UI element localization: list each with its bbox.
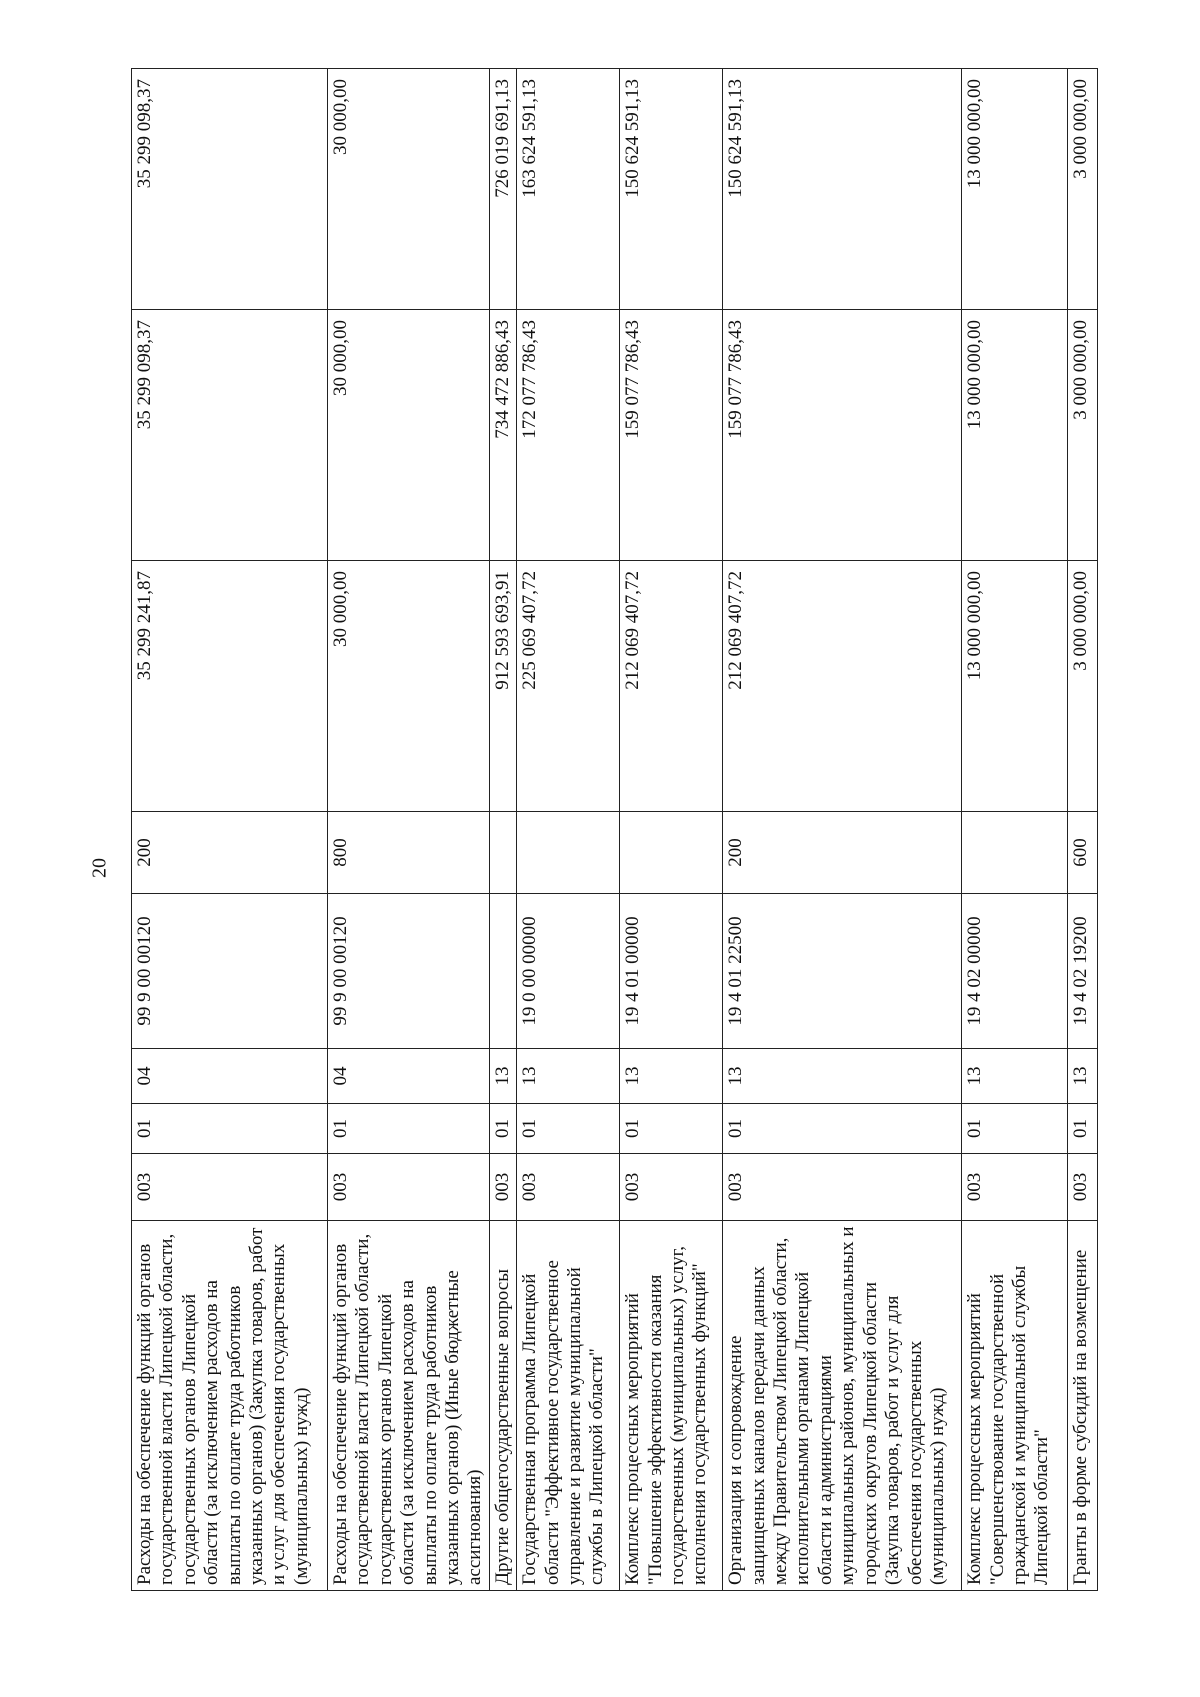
subsection-code: 04 <box>328 1049 490 1104</box>
target-article-code: 19 4 02 19200 <box>1068 894 1098 1049</box>
amount-1: 30 000,00 <box>328 561 490 812</box>
row-name: Организация и сопровождение защищенных каналов передачи данных между Правительством Липецкой области, исполнительными органами Липецкой области и администрациями муниципальных районов, муниципальных и городских округов Липецкой области (Закупка товаров, работ и услуг для обеспечения государственных (муниципальных) нужд) <box>723 1221 962 1591</box>
expense-type-code <box>489 812 516 894</box>
grbs-code: 003 <box>489 1154 516 1221</box>
grbs-code: 003 <box>132 1154 328 1221</box>
grbs-code: 003 <box>1068 1154 1098 1221</box>
amount-1: 212 069 407,72 <box>723 561 962 812</box>
target-article-code: 19 4 01 22500 <box>723 894 962 1049</box>
section-code: 01 <box>132 1104 328 1154</box>
row-name: Комплекс процессных мероприятий "Совершенствование государственной гражданской и муниципальной службы Липецкой области" <box>962 1221 1068 1591</box>
budget-table <box>131 68 1098 1591</box>
section-code: 01 <box>962 1104 1068 1154</box>
subsection-code: 13 <box>517 1049 620 1104</box>
amount-3: 30 000,00 <box>328 69 490 310</box>
section-code: 01 <box>489 1104 516 1154</box>
table-row <box>132 69 328 1591</box>
section-code: 01 <box>723 1104 962 1154</box>
amount-3: 35 299 098,37 <box>132 69 328 310</box>
table-row <box>962 69 1068 1591</box>
expense-type-code: 800 <box>328 812 490 894</box>
target-article-code: 99 9 00 00120 <box>328 894 490 1049</box>
amount-1: 13 000 000,00 <box>962 561 1068 812</box>
grbs-code: 003 <box>328 1154 490 1221</box>
amount-2: 159 077 786,43 <box>620 310 723 561</box>
expense-type-code <box>620 812 723 894</box>
section-code: 01 <box>328 1104 490 1154</box>
expense-type-code: 600 <box>1068 812 1098 894</box>
subsection-code: 04 <box>132 1049 328 1104</box>
budget-table-container <box>131 69 1098 1591</box>
amount-3: 150 624 591,13 <box>620 69 723 310</box>
row-name: Комплекс процессных мероприятий "Повышение эффективности оказания государственных (муниципальных) услуг, исполнения государственных функций" <box>620 1221 723 1591</box>
amount-2: 159 077 786,43 <box>723 310 962 561</box>
amount-2: 13 000 000,00 <box>962 310 1068 561</box>
grbs-code: 003 <box>517 1154 620 1221</box>
amount-1: 35 299 241,87 <box>132 561 328 812</box>
table-row <box>1068 69 1098 1591</box>
row-name: Расходы на обеспечение функций органов государственной власти Липецкой области, государственных органов Липецкой области (за исключением расходов на выплаты по оплате труда работников указанных органов) (Иные бюджетные ассигнования) <box>328 1221 490 1591</box>
subsection-code: 13 <box>620 1049 723 1104</box>
subsection-code: 13 <box>1068 1049 1098 1104</box>
row-name: Государственная программа Липецкой области "Эффективное государственное управление и развитие муниципальной службы в Липецкой области" <box>517 1221 620 1591</box>
target-article-code: 19 4 01 00000 <box>620 894 723 1049</box>
subsection-code: 13 <box>723 1049 962 1104</box>
expense-type-code: 200 <box>132 812 328 894</box>
target-article-code: 19 4 02 00000 <box>962 894 1068 1049</box>
section-code: 01 <box>517 1104 620 1154</box>
amount-2: 734 472 886,43 <box>489 310 516 561</box>
table-row <box>489 69 516 1591</box>
amount-2: 3 000 000,00 <box>1068 310 1098 561</box>
target-article-code: 19 0 00 00000 <box>517 894 620 1049</box>
expense-type-code: 200 <box>723 812 962 894</box>
amount-1: 212 069 407,72 <box>620 561 723 812</box>
grbs-code: 003 <box>962 1154 1068 1221</box>
amount-2: 30 000,00 <box>328 310 490 561</box>
amount-3: 3 000 000,00 <box>1068 69 1098 310</box>
table-row <box>517 69 620 1591</box>
target-article-code: 99 9 00 00120 <box>132 894 328 1049</box>
amount-1: 225 069 407,72 <box>517 561 620 812</box>
row-name: Гранты в форме субсидий на возмещение <box>1068 1221 1098 1591</box>
grbs-code: 003 <box>620 1154 723 1221</box>
section-code: 01 <box>620 1104 723 1154</box>
amount-3: 163 624 591,13 <box>517 69 620 310</box>
section-code: 01 <box>1068 1104 1098 1154</box>
target-article-code <box>489 894 516 1049</box>
expense-type-code <box>517 812 620 894</box>
table-row <box>328 69 490 1591</box>
subsection-code: 13 <box>489 1049 516 1104</box>
row-name: Другие общегосударственные вопросы <box>489 1221 516 1591</box>
amount-3: 150 624 591,13 <box>723 69 962 310</box>
table-row <box>723 69 962 1591</box>
page-number-text: 20 <box>88 858 111 878</box>
amount-1: 3 000 000,00 <box>1068 561 1098 812</box>
amount-1: 912 593 693,91 <box>489 561 516 812</box>
amount-2: 172 077 786,43 <box>517 310 620 561</box>
row-name: Расходы на обеспечение функций органов государственной власти Липецкой области, государственных органов Липецкой области (за исключением расходов на выплаты по оплате труда работников указанных органов) (Закупка товаров, работ и услуг для обеспечения государственных (муниципальных) нужд) <box>132 1221 328 1591</box>
table-row <box>620 69 723 1591</box>
amount-3: 726 019 691,13 <box>489 69 516 310</box>
amount-3: 13 000 000,00 <box>962 69 1068 310</box>
subsection-code: 13 <box>962 1049 1068 1104</box>
grbs-code: 003 <box>723 1154 962 1221</box>
expense-type-code <box>962 812 1068 894</box>
amount-2: 35 299 098,37 <box>132 310 328 561</box>
